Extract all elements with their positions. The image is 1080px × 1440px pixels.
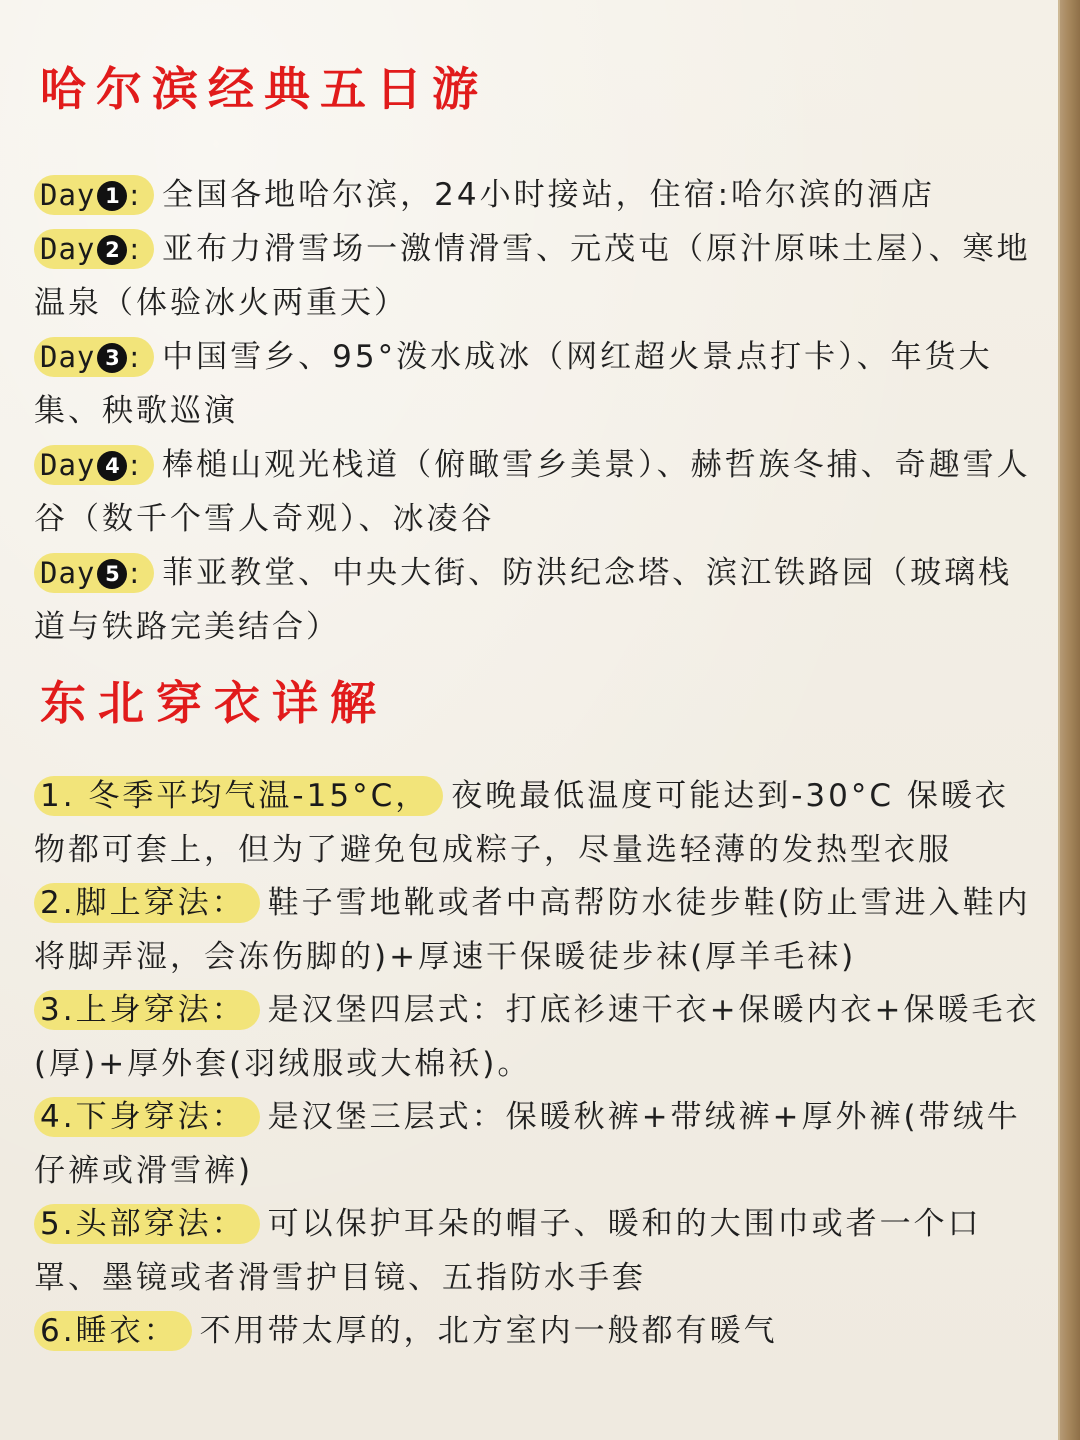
itinerary-title: 哈尔滨经典五日游 xyxy=(40,62,488,116)
itinerary-day-4 xyxy=(34,438,1040,546)
day-text: 中国雪乡、95°泼水成冰（网红超火景点打卡）、年货大集、秧歌巡演 xyxy=(34,339,993,429)
clothing-title: 东北穿衣详解 xyxy=(40,676,388,730)
clothing-item-2 xyxy=(34,877,1040,984)
clothing-item-6 xyxy=(34,1305,1040,1359)
wood-edge-decoration xyxy=(1058,0,1080,1440)
day-label: Day xyxy=(40,556,96,590)
day-text: 亚布力滑雪场一激情滑雪、元茂屯（原汁原味土屋）、寒地温泉（体验冰火两重天） xyxy=(34,231,1031,321)
day-number-badge: 4 xyxy=(97,451,127,481)
itinerary-day-1 xyxy=(34,168,1040,222)
day-number-badge: 3 xyxy=(97,343,127,373)
clothing-text: 是汉堡四层式：打底衫速干衣+保暖内衣+保暖毛衣(厚)+厚外套(羽绒服或大棉袄)。 xyxy=(34,992,1040,1082)
clothing-text: 可以保护耳朵的帽子、暖和的大围巾或者一个口罩、墨镜或者滑雪护目镜、五指防水手套 xyxy=(34,1206,982,1296)
day-label: Day xyxy=(40,340,96,374)
clothing-list xyxy=(34,770,1040,1359)
clothing-text: 夜晚最低温度可能达到-30°C 保暖衣物都可套上，但为了避免包成粽子，尽量选轻薄的发热型衣服 xyxy=(34,778,1009,868)
day-label: Day xyxy=(40,448,96,482)
day-label: Day xyxy=(40,232,96,266)
clothing-tag: 3.上身穿法： xyxy=(34,990,260,1030)
clothing-text: 不用带太厚的，北方室内一般都有暖气 xyxy=(199,1313,778,1349)
clothing-item-1 xyxy=(34,770,1040,877)
clothing-tag: 1. 冬季平均气温-15°C， xyxy=(34,776,443,816)
clothing-tag: 2.脚上穿法： xyxy=(34,883,260,923)
day-tag: Day 1 : xyxy=(34,175,154,215)
day-tag: Day 2 : xyxy=(34,229,154,269)
day-text: 棒槌山观光栈道（俯瞰雪乡美景）、赫哲族冬捕、奇趣雪人谷（数千个雪人奇观）、冰凌谷 xyxy=(34,447,1031,537)
itinerary-day-2 xyxy=(34,222,1040,330)
itinerary-day-5 xyxy=(34,546,1040,654)
day-label: Day xyxy=(40,178,96,212)
clothing-text: 鞋子雪地靴或者中高帮防水徒步鞋(防止雪进入鞋内将脚弄湿，会冻伤脚的)+厚速干保暖徒步袜(厚羊毛袜) xyxy=(34,885,1031,975)
day-tag: Day 4 : xyxy=(34,445,154,485)
clothing-text: 是汉堡三层式：保暖秋裤+带绒裤+厚外裤(带绒牛仔裤或滑雪裤) xyxy=(34,1099,1021,1189)
day-text: 全国各地哈尔滨，24小时接站，住宿:哈尔滨的酒店 xyxy=(162,177,936,213)
clothing-item-5 xyxy=(34,1198,1040,1305)
day-tag: Day 5 : xyxy=(34,553,154,593)
itinerary-list xyxy=(34,168,1040,654)
day-number-badge: 1 xyxy=(97,181,127,211)
clothing-item-4 xyxy=(34,1091,1040,1198)
day-text: 菲亚教堂、中央大街、防洪纪念塔、滨江铁路园（玻璃栈道与铁路完美结合） xyxy=(34,555,1013,645)
day-tag: Day 3 : xyxy=(34,337,154,377)
itinerary-day-3 xyxy=(34,330,1040,438)
day-number-badge: 5 xyxy=(97,559,127,589)
clothing-tag: 5.头部穿法： xyxy=(34,1204,260,1244)
clothing-tag: 6.睡衣： xyxy=(34,1311,192,1351)
clothing-item-3 xyxy=(34,984,1040,1091)
day-number-badge: 2 xyxy=(97,235,127,265)
clothing-tag: 4.下身穿法： xyxy=(34,1097,260,1137)
